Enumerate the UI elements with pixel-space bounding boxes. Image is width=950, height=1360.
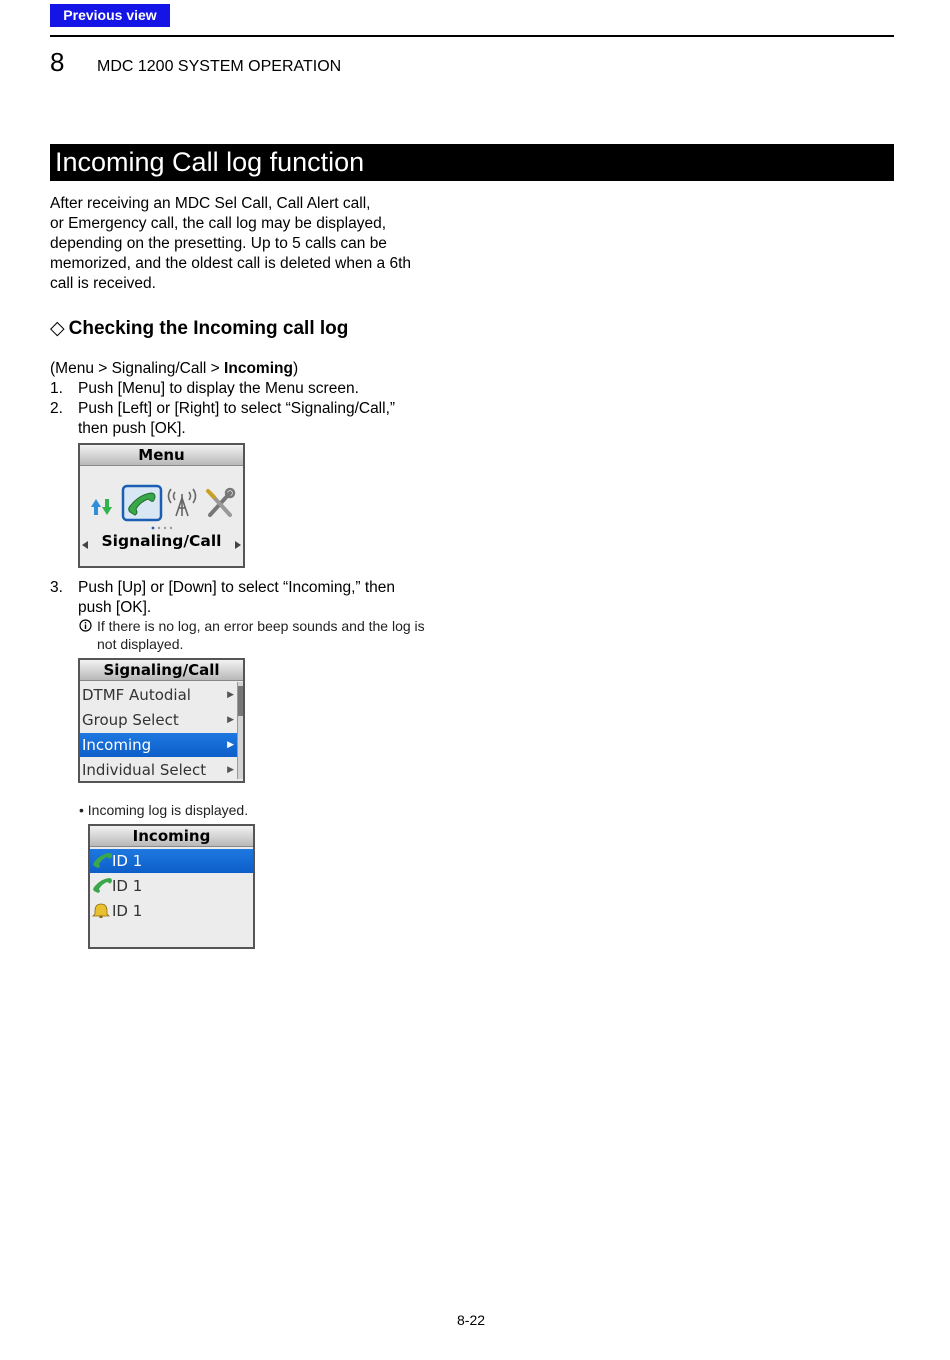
incoming-screen-title: Incoming (90, 826, 253, 847)
previous-view-button[interactable]: Previous view (50, 4, 170, 27)
log-entry-selected[interactable] (90, 849, 253, 873)
step-number: 1. (50, 380, 63, 397)
list-item-label: DTMF Autodial (82, 686, 191, 704)
step-text: Push [Menu] to display the Menu screen. (78, 380, 359, 397)
note-text: not displayed. (97, 636, 184, 652)
subsection-title: Checking the Incoming call log (68, 318, 349, 339)
scrollbar[interactable] (237, 682, 243, 779)
step-text: push [OK]. (78, 599, 152, 616)
list-item[interactable] (80, 683, 237, 707)
menu-icons-area (80, 468, 243, 566)
menu-path-prefix: (Menu > Signaling/Call > (50, 360, 225, 377)
intro-line: After receiving an MDC Sel Call, Call Alert call, (50, 195, 371, 212)
section-header-bar (50, 144, 894, 181)
list-item[interactable] (80, 758, 237, 782)
chapter-number: 8 (50, 47, 65, 77)
step-text: Push [Up] or [Down] to select “Incoming,” then (78, 579, 396, 596)
menu-path (50, 360, 298, 378)
step-number: 2. (50, 400, 63, 417)
intro-paragraph (50, 194, 450, 294)
menu-screen (78, 443, 245, 568)
step-text: then push [OK]. (78, 420, 186, 437)
incoming-screen (88, 824, 255, 949)
header-divider (50, 35, 894, 37)
chevron-right-icon: ▶ (227, 690, 234, 700)
log-entry[interactable] (90, 899, 253, 923)
step-text: Push [Left] or [Right] to select “Signaling/Call,” (78, 400, 396, 417)
intro-line: or Emergency call, the call log may be displayed, (50, 215, 386, 232)
page-number: 8-22 (457, 1312, 486, 1328)
info-icon (79, 619, 92, 632)
phone-icon (92, 877, 112, 893)
menu-screen-title: Menu (80, 445, 243, 466)
signaling-screen-title: Signaling/Call (80, 660, 243, 681)
tools-icon (208, 489, 234, 515)
log-entry-label: ID 1 (112, 877, 143, 895)
bell-icon (92, 902, 112, 918)
selected-item-frame (123, 486, 161, 520)
menu-path-target: Incoming (224, 360, 293, 377)
list-item-label: Group Select (82, 711, 179, 729)
list-item-label: Individual Select (82, 761, 207, 779)
menu-selected-label: Signaling/Call (101, 532, 222, 550)
intro-line: call is received. (50, 275, 156, 292)
list-item[interactable] (80, 708, 237, 732)
intro-line: memorized, and the oldest call is deleted when a 6th (50, 255, 412, 272)
signaling-screen (78, 658, 245, 783)
antenna-icon (169, 489, 196, 516)
list-item-label: Incoming (82, 736, 152, 754)
up-down-arrows-icon (91, 499, 112, 515)
bullet-text: • Incoming log is displayed. (79, 802, 249, 818)
step-number: 3. (50, 579, 63, 596)
note-text: If there is no log, an error beep sounds and the log is (97, 618, 425, 634)
chapter-title: MDC 1200 SYSTEM OPERATION (97, 58, 342, 75)
diamond-icon: ◇ (50, 318, 65, 339)
section-title: Incoming Call log function (55, 147, 365, 177)
log-entry[interactable] (90, 874, 253, 898)
chevron-right-icon: ▶ (227, 715, 234, 725)
list-item-selected[interactable] (80, 733, 237, 757)
chevron-right-icon: ▶ (227, 740, 234, 750)
chevron-right-icon: ▶ (227, 765, 234, 775)
scrollbar-thumb[interactable] (238, 686, 243, 716)
intro-line: depending on the presetting. Up to 5 calls can be (50, 235, 387, 252)
log-entry-label: ID 1 (112, 902, 143, 920)
menu-path-suffix: ) (292, 360, 299, 377)
subsection-heading (50, 317, 348, 340)
log-entry-label: ID 1 (112, 852, 143, 870)
phone-icon (92, 852, 112, 868)
